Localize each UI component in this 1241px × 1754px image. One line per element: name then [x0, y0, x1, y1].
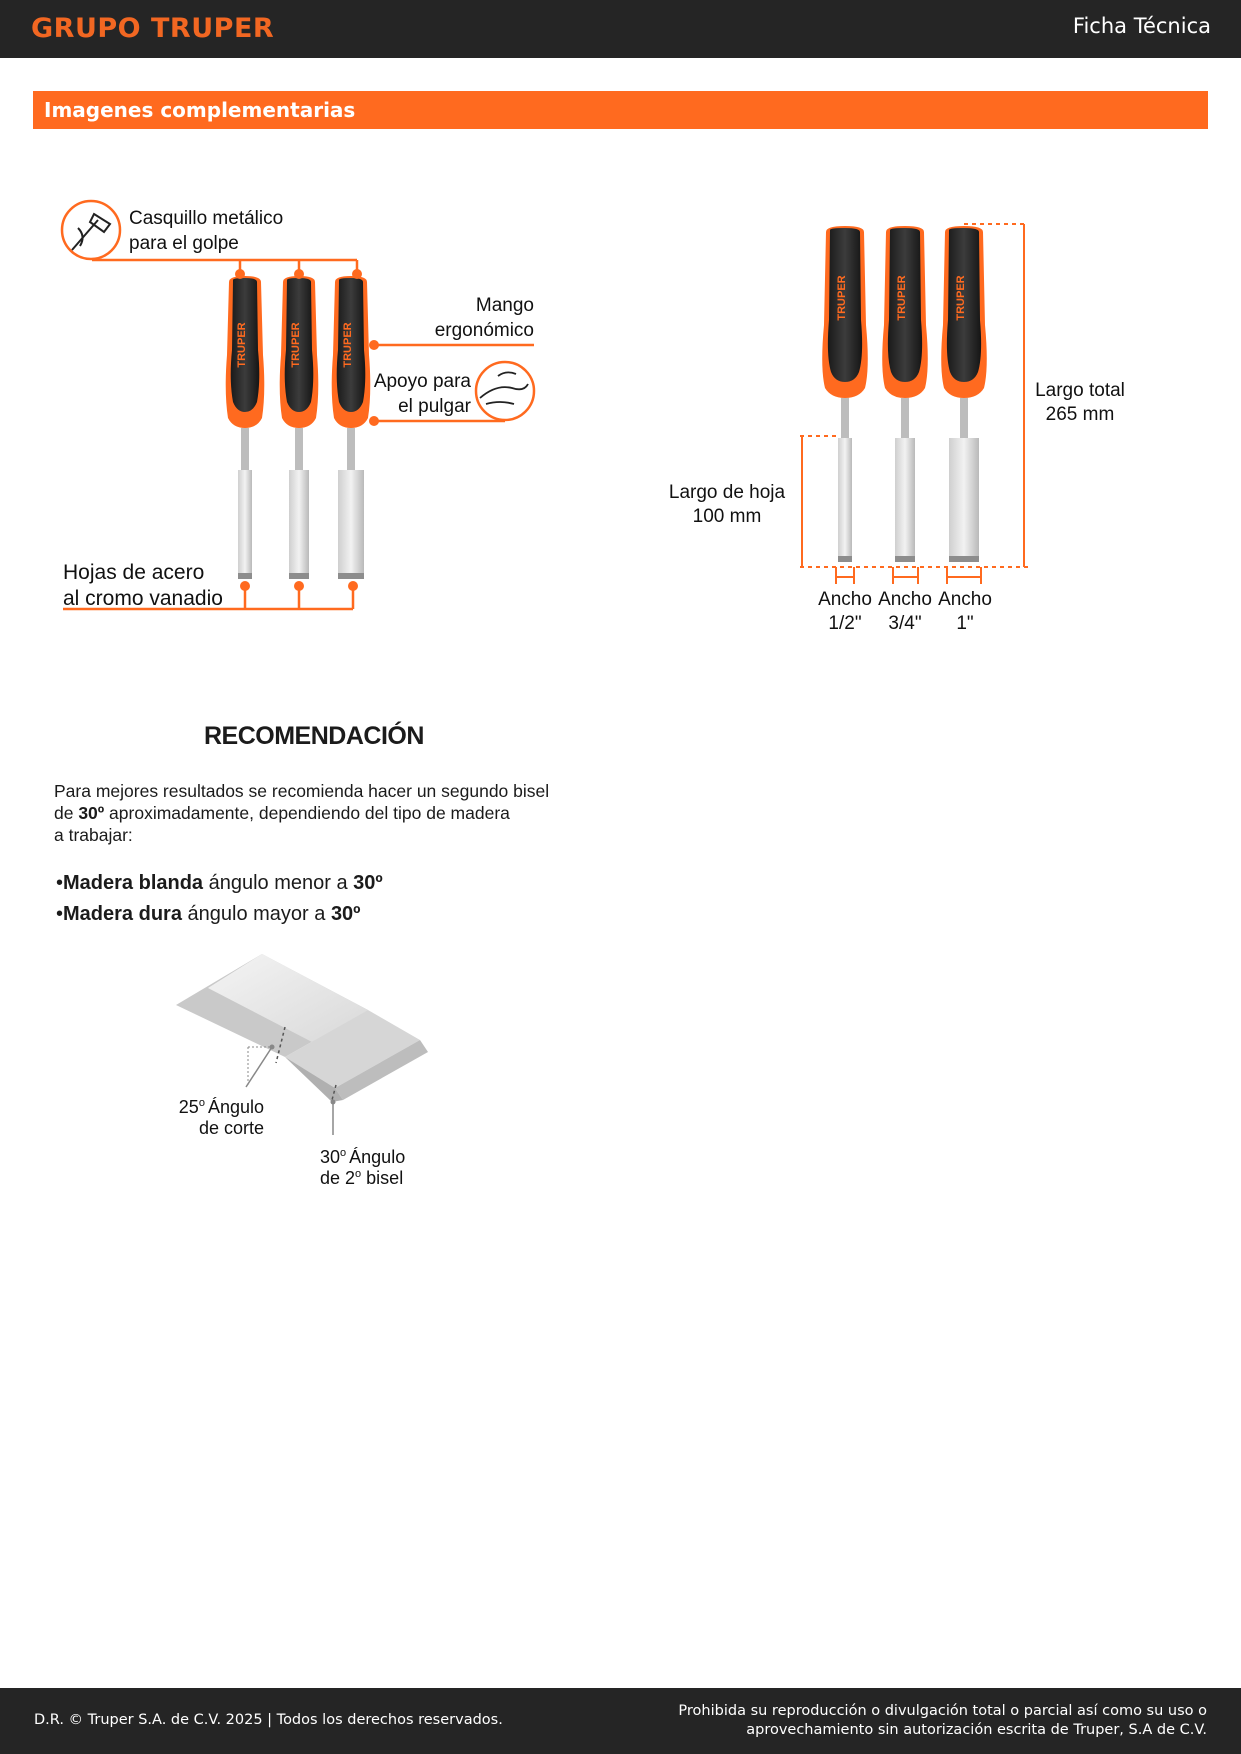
total-length-label: Largo total: [1035, 380, 1125, 401]
width-value-3: 1": [956, 613, 974, 634]
legal-notice: [647, 1702, 1207, 1740]
callout-thumb-line2: el pulgar: [398, 396, 471, 417]
cut-angle-label-line2: de corte: [198, 1118, 264, 1138]
bevel-angle-label-line2: de 2$^o$ bisel: [320, 1168, 404, 1188]
bevel-diagram: [176, 954, 428, 1188]
bullet-hard-wood: •Madera dura ángulo mayor a 30º: [56, 903, 361, 925]
handle-brand-r1: TRUPER: [836, 275, 848, 321]
width-label-2: Ancho: [878, 589, 932, 610]
recommendation-bullets: [56, 868, 383, 930]
total-length-value: 265 mm: [1045, 404, 1115, 425]
width-value-1: 1/2": [828, 613, 862, 634]
callout-cap-line2: para el golpe: [129, 233, 239, 254]
callout-blade-line2: al cromo vanadio: [63, 587, 223, 610]
recommendation-line2: de 30º aproximadamente, dependiendo del tipo de madera: [54, 803, 510, 823]
callout-blade-line1: Hojas de acero: [63, 561, 205, 584]
bevel-angle-label: 30$^o$ Ángulo: [320, 1147, 406, 1167]
callout-handle-line2: ergonómico: [434, 320, 534, 341]
bullet-soft-wood: •Madera blanda ángulo menor a 30º: [56, 872, 383, 894]
legal-notice-line2: aprovechamiento sin autorización escrita de Truper, S.A de C.V.: [746, 1722, 1207, 1738]
chisel-set-right: [669, 224, 1125, 634]
callout-cap-line1: Casquillo metálico: [129, 208, 284, 229]
recommendation-line3: a trabajar:: [54, 825, 133, 845]
callout-thumb-line1: Apoyo para: [373, 371, 471, 392]
page-footer: [0, 1688, 1241, 1754]
callout-handle-line1: Mango: [475, 295, 534, 316]
handle-brand-r2: TRUPER: [896, 275, 908, 321]
section-title: Imagenes complementarias: [44, 98, 356, 122]
brand-logo: GRUPO TRUPER: [31, 13, 275, 44]
recommendation-title: RECOMENDACIÓN: [204, 722, 424, 750]
document-type: Ficha Técnica: [1072, 14, 1211, 38]
width-label-1: Ancho: [818, 589, 872, 610]
chisel-left-1: [226, 276, 265, 579]
recommendation-line1: Para mejores resultados se recomienda hacer un segundo bisel: [54, 781, 550, 801]
recommendation-text: [54, 780, 564, 846]
blade-length-label: Largo de hoja: [668, 482, 786, 503]
hammer-icon: [62, 201, 120, 259]
chisel-left-3: [332, 276, 371, 579]
handle-brand-r3: TRUPER: [955, 275, 967, 321]
copyright-notice: D.R. © Truper S.A. de C.V. 2025 | Todos los derechos reservados.: [34, 1712, 503, 1728]
handle-brand-1: TRUPER: [236, 322, 248, 368]
handle-brand-2: TRUPER: [290, 322, 302, 368]
thumb-icon: [476, 362, 534, 420]
handle-brand-3: TRUPER: [342, 322, 354, 368]
width-value-2: 3/4": [888, 613, 922, 634]
chisel-left-2: [280, 276, 319, 579]
blade-length-value: 100 mm: [692, 506, 762, 527]
cut-angle-label: 25$^o$ Ángulo: [178, 1097, 264, 1117]
width-label-3: Ancho: [938, 589, 992, 610]
legal-notice-line1: Prohibida su reproducción o divulgación total o parcial así como su uso o: [678, 1703, 1207, 1719]
chisel-set-left: [62, 201, 534, 610]
